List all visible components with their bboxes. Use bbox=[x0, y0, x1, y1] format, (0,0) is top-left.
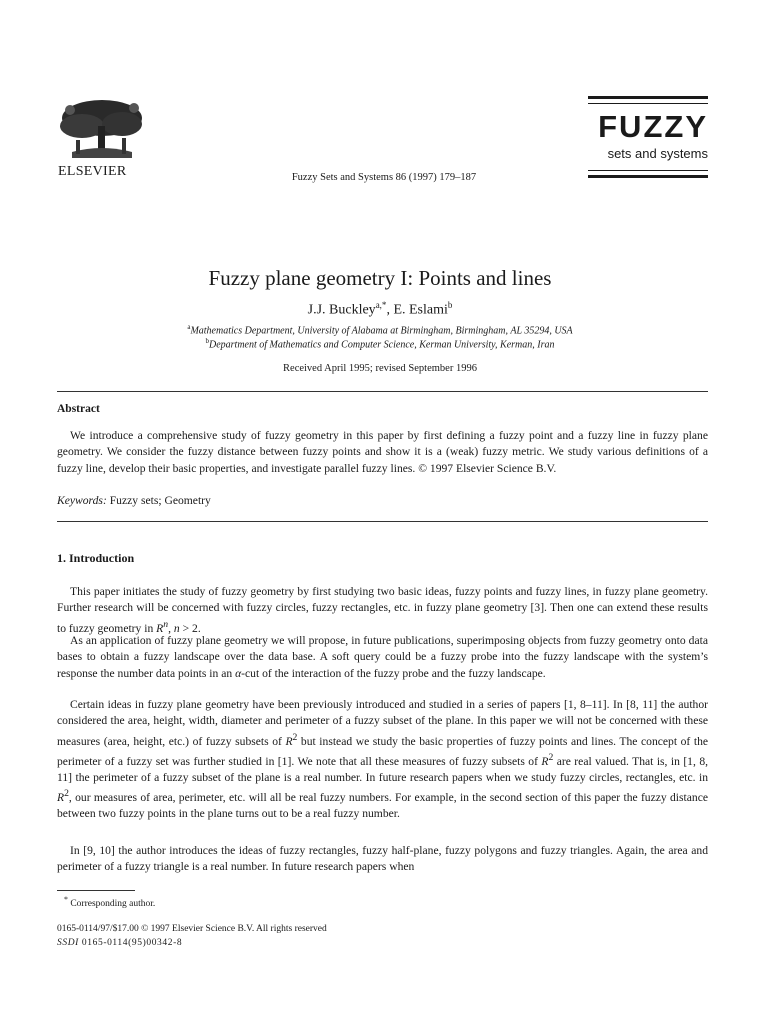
journal-logo-subtitle: sets and systems bbox=[607, 146, 708, 161]
affiliation-mark: b bbox=[205, 337, 209, 345]
footnote bbox=[64, 895, 155, 909]
elsevier-tree-logo bbox=[52, 96, 148, 162]
author-marks: b bbox=[447, 300, 453, 310]
ssdi-value: 0165-0114(95)00342-8 bbox=[81, 938, 183, 948]
paragraph: In [9, 10] the author introduces the ideas of fuzzy rectangles, fuzzy half-plane, fuzzy polygons and fuzzy triangles. Again, the area and perimeter of a fuzzy triangle is a real number. In future research papers when bbox=[57, 844, 708, 874]
affiliation-a bbox=[0, 323, 760, 336]
divider-bottom bbox=[57, 521, 708, 522]
divider-top bbox=[57, 391, 708, 392]
journal-logo-title: FUZZY bbox=[598, 109, 708, 144]
section-heading: 1. Introduction bbox=[57, 551, 135, 565]
paper-title: Fuzzy plane geometry I: Points and lines bbox=[208, 266, 552, 290]
received-dates: Received April 1995; revised September 1996 bbox=[283, 363, 477, 374]
keywords-label: Keywords: bbox=[57, 494, 107, 507]
paragraph: This paper initiates the study of fuzzy geometry by first studying two basic ideas, fuzzy points and fuzzy lines, in fuzzy plane geometry. Further research will be concerned with fuzzy circles, fuzzy rectangles, etc. in fuzzy plane geometry [3]. Then one can extend these results to fuzzy geometry in $R^n$, n > 2. bbox=[57, 585, 708, 635]
affiliation-mark: a bbox=[187, 323, 191, 331]
abstract-text: We introduce a comprehensive study of fuzzy geometry in this paper by first defining a fuzzy point and a fuzzy line in fuzzy plane geometry. We consider the fuzzy distance between fuzzy points and show it is a (weak) fuzzy metric. We study various definitions of a fuzzy line, develop their basic properties, and investigate parallel fuzzy lines. © 1997 Elsevier Science B.V. bbox=[57, 429, 708, 475]
author-separator: , bbox=[386, 302, 394, 318]
author-name: J.J. Buckley bbox=[307, 302, 376, 318]
keywords bbox=[57, 494, 211, 507]
author-list bbox=[0, 300, 760, 319]
abstract-heading: Abstract bbox=[57, 403, 100, 415]
affiliation-text: Department of Mathematics and Computer Science, Kerman University, Kerman, Iran bbox=[208, 339, 555, 351]
journal-logo-rule-bottom-thin bbox=[588, 170, 708, 171]
footnote-mark: * bbox=[64, 895, 68, 904]
author-name: E. Eslami bbox=[393, 302, 448, 318]
ssdi-label: SSDI bbox=[57, 938, 79, 948]
paragraph: As an application of fuzzy plane geometry we will propose, in future publications, superimposing objects from fuzzy geometry onto data bases to obtain a fuzzy landscape over the data base. A soft query could be a fuzzy probe into the fuzzy landscape with the system’s response the number data points in an α-cut of the interaction of the fuzzy probe and the fuzzy landscape. bbox=[57, 634, 708, 680]
author-marks: a,* bbox=[375, 300, 387, 310]
journal-citation: Fuzzy Sets and Systems 86 (1997) 179–187 bbox=[291, 172, 477, 183]
footnote-rule bbox=[57, 890, 135, 891]
publisher-name: ELSEVIER bbox=[58, 164, 127, 179]
copyright-line: 0165-0114/97/$17.00 © 1997 Elsevier Science B.V. All rights reserved bbox=[57, 924, 327, 934]
footnote-text: Corresponding author. bbox=[70, 899, 156, 910]
paragraph: Certain ideas in fuzzy plane geometry have been previously introduced and studied in a series of papers [1, 8–11]. In [8, 11] the author considered the area, height, width, diameter and perimeter of a fuzzy subset of the plane. In this paper we will not be concerned with these measures (area, height, etc.) of fuzzy subsets of $R^2$ but instead we study the basic properties of fuzzy points and lines. The concept of the perimeter of a fuzzy set was further studied in [1]. We note that all these measures of fuzzy subsets of $R^2$ are real valued. That is, in [1, 8, 11] the perimeter of a fuzzy subset of the plane is a real number. In future research papers when we study fuzzy circles, rectangles, etc. in $R^2$, our measures of area, perimeter, etc. will all be real fuzzy numbers. For example, in the second section of this paper the fuzzy distance between two fuzzy points in the plane turns out to be a real fuzzy number. bbox=[57, 698, 709, 821]
journal-logo-rule-bottom bbox=[588, 175, 708, 178]
ssdi-line bbox=[57, 938, 182, 948]
journal-logo-rule-top-thin bbox=[588, 103, 708, 104]
keywords-value: Fuzzy sets; Geometry bbox=[109, 494, 211, 507]
affiliation-text: Mathematics Department, University of Alabama at Birmingham, Birmingham, AL 35294, USA bbox=[190, 325, 573, 337]
affiliation-b bbox=[0, 337, 760, 350]
journal-logo-rule-top bbox=[588, 96, 708, 99]
